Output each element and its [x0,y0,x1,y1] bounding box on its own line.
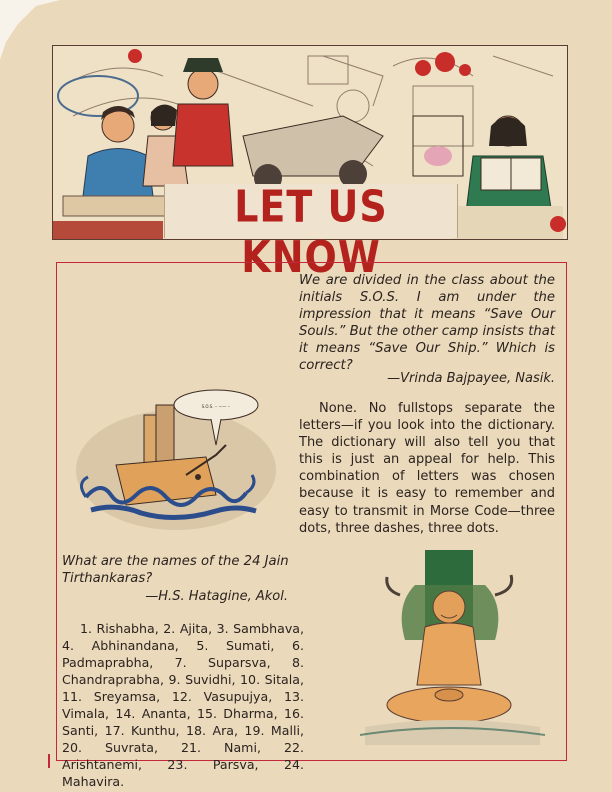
answer-1-text: None. No fullstops separate the letters—if you look into the dictionary. The dictionary will also tell you that this is just an appeal for help. This combination of letters was chosen because it is easy to remember and easy to transmit in Morse Code—three dots, three dashes, three dots. [299,401,555,536]
question-2-author: —H.S. Hatagine, Akol. [145,589,288,604]
torn-corner [0,0,60,60]
page-title: LET US KNOW [234,181,388,283]
sinking-ship-illustration [66,385,276,535]
meditating-tirthankara-illustration [355,545,550,750]
frame-mark [48,754,50,768]
question-1-text: We are divided in the class about the initials S.O.S. I am under the impression that it means “Save Our Souls.” But the other camp insists that it means “Save Our Ship.” Which is correct? [299,273,555,373]
ship-bubble-text: S.O.S. ·· —— ·· [201,404,231,409]
answer-2-text: 1. Rishabha, 2. Ajita, 3. Sambhava, 4. Abhinandana, 5. Sumati, 6. Padmaprabha, 7. Suparsva, 8. Chandraprabha, 9. Suvidhi, 10. Sitala, 11. Sreyamsa, 12. Vasupujya, 13. Vimala, 14. Ananta, 15. Dharma, 16. Santi, 17. Kunthu, 18. Ara, 19. Malli, 20. Suvrata, 21. Nami, 22. Arishtanemi, 23. Parsva, 24. Mahavira. [62,621,304,789]
question-2-text: What are the names of the 24 Jain Tirthankaras? [62,554,289,586]
header-banner-illustration [52,45,568,283]
question-1-author: —Vrinda Bajpayee, Nasik. [387,371,555,386]
title-box [164,181,458,283]
